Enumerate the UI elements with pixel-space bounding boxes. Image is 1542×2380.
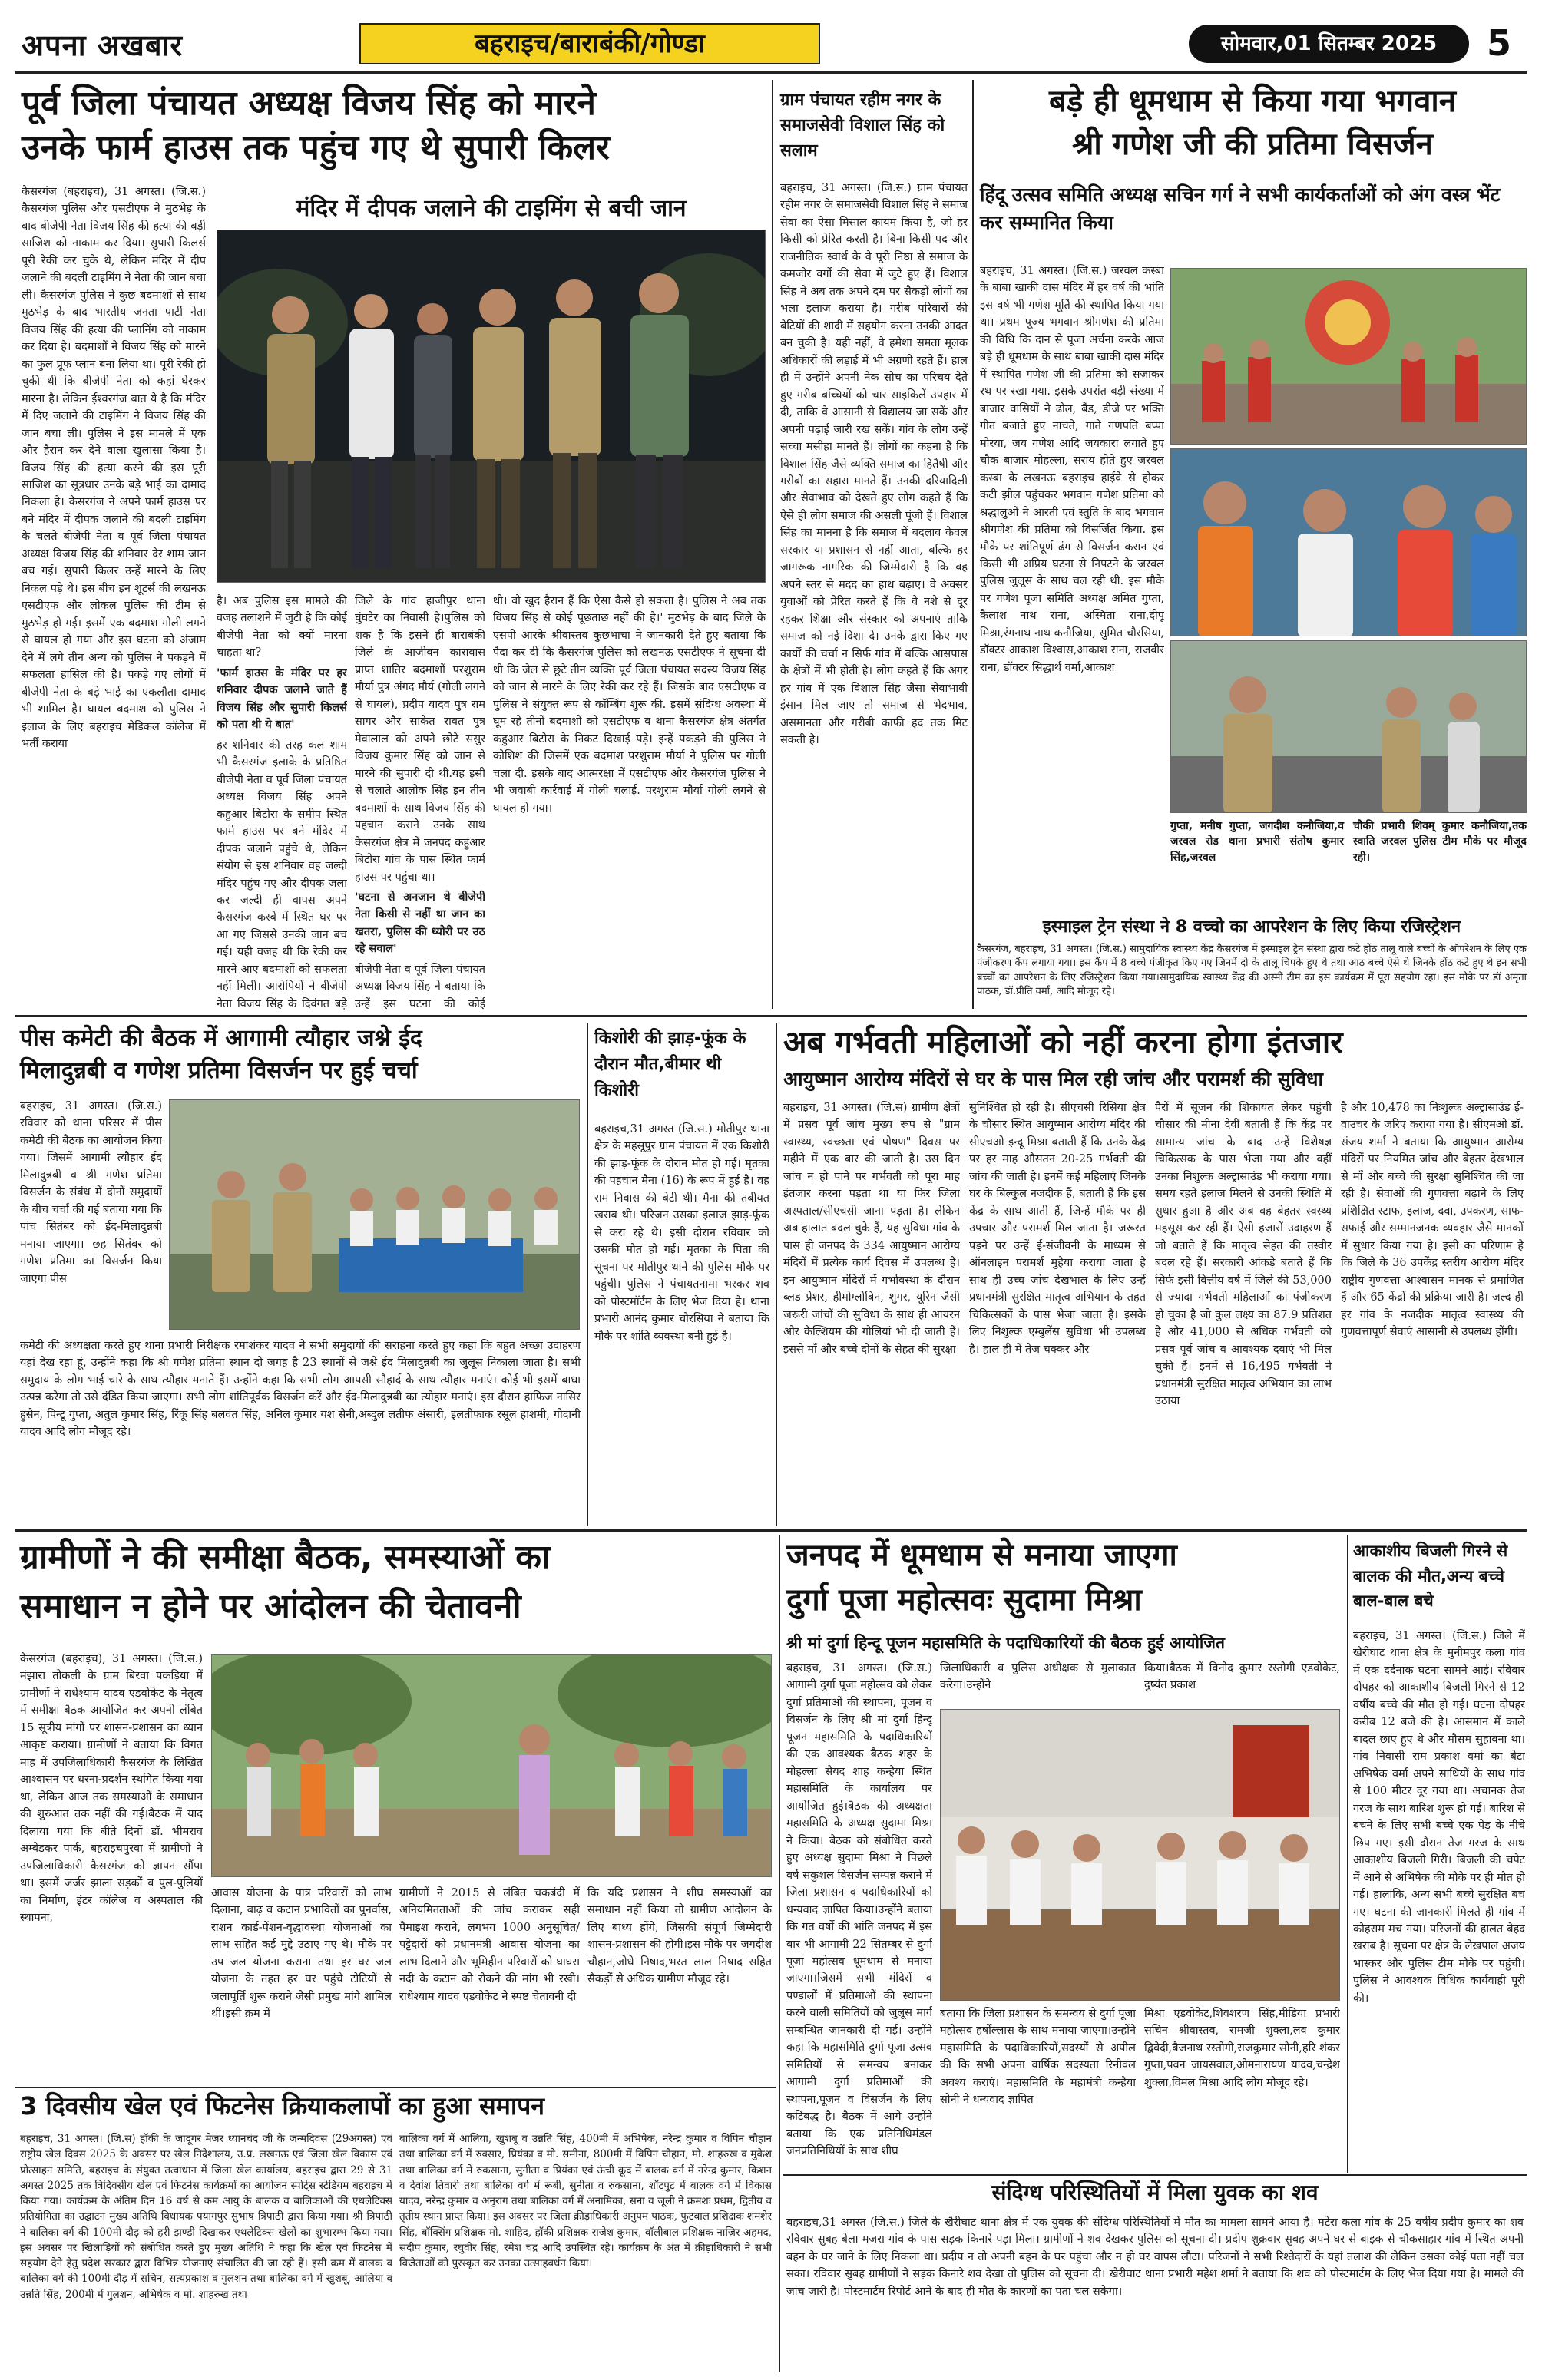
article-vishal-singh: [777, 80, 969, 1009]
article-headline: संदिग्ध परिस्थितियों में मिला युवक का शव: [991, 2180, 1319, 2205]
article-supari-killer: [15, 80, 768, 1016]
article-pregnant-women: [780, 1023, 1527, 1526]
article-column: बहराइच, 31 अगस्त। (जि.स.) ग्राम पंचायत रहीम नगर के समाजसेवी विशाल सिंह ने समाज सेवा का ऐसा मिसाल कायम किया है, जो हर किसी को प्रेरित करती है। बिना किसी पद और राजनीतिक स्वार्थ के वे पूरी निष्ठा से समाज के कमजोर वर्गों की सेवा में जुटे हुए हैं। विशाल सिंह ने अब तक अपने दम पर सैकड़ों लोगों का भला इलाज कराया है। गरीब परिवारों की बेटियों की शादी में सहयोग करना उनकी आदत बन चुकी है। यही नहीं, वे हमेशा समता मूलक अधिकारों की लड़ाई में भी अग्रणी रहते हैं। हाल ही में उन्होंने अपनी नेक सोच का परिचय देते हुए गरीब बच्चियों को चार साइकिलें उपहार में दी, ताकि वे आसानी से विद्यालय जा सकें और अपनी पढ़ाई जारी रख सकें। गांव के लोग उन्हें सच्चा मसीहा मानते हैं। लोगों का कहना है कि विशाल सिंह जैसे व्यक्ति समाज का हितैषी और गरीबों का सहारा मानते हैं। उनकी दरियादिली और सेवाभाव को देखते हुए लोग कहते हैं कि ऐसे ही लोग समाज की असली पूंजी हैं। विशाल सिंह का मानना है कि समाज में बदलाव केवल सरकार या प्रशासन से नहीं आता, बल्कि हर जागरूक नागरिक की जिम्मेदारी है कि वह अपने स्तर से मदद का हाथ बढ़ाए। वे अक्सर युवाओं को प्रेरित करते हैं कि वे नशे से दूर रहकर शिक्षा और संस्कार को अपनाएं ताकि समाज को नई दिशा दे। उनके द्वारा किए गए कार्यों की चर्चा न सिर्फ गांव में बल्कि आसपास के क्षेत्रों में भी होती है। लोग कहते हैं कि अगर हर गांव में एक विशाल सिंह जैसा सेवाभावी इंसान मिल जाए तो समाज से भेदभाव, असमानता और गरीबी काफी हद तक मिट सकती है।: [780, 182, 968, 746]
article-column: कैसरगंज (बहराइच), 31 अगस्त। (जि.स.) कैसरगंज पुलिस और एसटीएफ ने मुठभेड़ के बाद बीजेपी नेता विजय सिंह की हत्या की बड़ी साजिश को नाकाम कर दिया। सुपारी किलर्स पूरी रेकी कर चुके थे, लेकिन मंदिर में दीप जलाने की बदली टाइमिंग ने नेता की जान बचा ली। कैसरगंज पुलिस ने कुछ बदमाशों से साथ मुठभेड़ के बाद भारतीय जनता पार्टी नेता विजय सिंह की हत्या की प्लानिंग को नाकाम कर दिया है। बदमाशों ने विजय सिंह को मारने का फुल प्रूफ प्लान बना लिया था। पूरी रेकी हो चुकी थी कि बीजेपी नेता को कहां घेरकर मारना है। लेकिन ईश्वरगंज बात ये है कि मंदिर में दिए जलाने की टाइमिंग ने विजय सिंह की जान बचा ली। पुलिस ने इस मामले में एक और हैरान कर देने वाला खुलासा किया है। विजय सिंह की हत्या करने की इस पूरी साजिश का सूत्रधार उनके बड़े भाई का दामाद निकला है। कैसरगंज ने अपने फार्म हाउस पर बने मंदिर में दीपक जलाने की बदली टाइमिंग के चलते बीजेपी नेता व पूर्व जिला पंचायत अध्यक्ष विजय सिंह की शनिवार देर शाम जान बच गई। सुपारी किलर उन्हें मारने के लिए निकल पड़े थे। इस बीच इन शूटर्स की लखनऊ एसटीएफ और लोकल पुलिस की टीम से मुठभेड़ हो गई। इसमें एक बदमाश गोली लगने से घायल हो गया और इस घटना को अंजाम देने में लगे तीन अन्य को पुलिस ने पकड़ने में सफलता हासिल की है। पकड़े गए लोगों में बीजेपी नेता के बड़े भाई का एकलौता दामाद भी शामिल है। घायल बदमाश को पुलिस ने इलाज के लिए बहराइच मेडिकल कॉलेज में भर्ती कराया: [22, 186, 206, 750]
headline-line1: बड़े ही धूमधाम से किया गया भगवान: [1049, 84, 1456, 119]
column-text: बीजेपी नेता व पूर्व जिला पंचायत अध्यक्ष विजय सिंह ने बताया कि उन्हें इस घटना की कोई: [355, 963, 485, 1010]
article-column: है और 10,478 का निःशुल्क अल्ट्रासाउंड ई-वाउचर के जरिए कराया गया है। सीएमओ डॉ. संजय शर्मा ने बताया कि आयुष्मान आरोग्य मंदिरों पर नियमित जांच और बेहतर देखभाल से माँ और बच्चे की सुरक्षा सुनिश्चित की जा रही है। सेवाओं की गुणवत्ता बढ़ाने के लिए प्रशिक्षित स्टाफ, इलाज, दवा, उपकरण, साफ-सफाई और सम्मानजनक व्यवहार जैसे मानकों में सुधार किया गया है। इसी का परिणाम है कि जिले के 36 उपकेंद्र स्तरीय आरोग्य मंदिर राष्ट्रीय गुणवत्ता आश्वासन मानक से प्रमाणित हैं और 65 केंद्रों की प्रक्रिया जारी है। जल्द ही हर गांव के नजदीक मातृत्व स्वास्थ्य की गुणवत्तापूर्ण सेवाएं आसानी से उपलब्ध होंगी।: [1341, 1102, 1524, 1339]
article-subhead: श्री मां दुर्गा हिन्दू पूजन महासमिति के पदाधिकारियों की बैठक हुई आयोजित: [786, 1634, 1225, 1652]
headline-line2: मिलादुन्नबी व गणेश प्रतिमा विसर्जन पर हुई चर्चा: [20, 1057, 418, 1084]
article-sports-fitness: [15, 2091, 776, 2375]
article-headline: इस्माइल ट्रेन संस्था ने 8 वच्चो का आपरेशन के लिए किया रजिस्ट्रेशन: [1042, 917, 1461, 937]
headline-line1: पूर्व जिला पंचायत अध्यक्ष विजय सिंह को मारने: [22, 84, 596, 123]
article-headline: किशोरी की झाड़-फूंक के दौरान मौत,बीमार थी किशोरी: [594, 1029, 746, 1101]
article-body: बहराइच, 31 अगस्त। (जि.स.) जिले में खैरीघाट थाना क्षेत्र के मुनीमपुर कला गांव में एक दर्दनाक घटना सामने आई। रविवार दोपहर को आकाशीय बिजली गिरने से 12 वर्षीय बच्चे की मौत हो गई। घटना दोपहर करीब 12 बजे की है। आसमान में काले बादल छाए हुए थे और मौसम सुहावना था। गांव निवासी राम प्रकाश वर्मा का बेटा अभिषेक वर्मा अपने साथियों के साथ गांव से 100 मीटर दूर गया था। अचानक तेज गरज के साथ बारिश शुरू हो गई। बारिश से बचने के लिए सभी बच्चे एक पेड़ के नीचे छिप गए। इसी दौरान तेज गरज के साथ आकाशीय बिजली गिरी। बिजली की चपेट में आने से अभिषेक की मौके पर ही मौत हो गई। हालांकि, अन्य सभी बच्चे सुरक्षित बच गए। घटना की जानकारी मिलते ही गांव में कोहराम मच गया। परिजनों की हालत बेहद खराब है। सूचना पर क्षेत्र के लेखपाल अजय भास्कर और पुलिस टीम मौके पर पहुंची। पुलिस ने आवश्यक विधिक कार्यवाही पूरी की।: [1353, 1630, 1525, 2005]
headline-line2: समाधान न होने पर आंदोलन की चेतावनी: [20, 1587, 521, 1626]
article-subhead: हिंदू उत्सव समिति अध्यक्ष सचिन गर्ग ने सभी कार्यकर्ताओं को अंग वस्त्र भेंट कर सम्मानित किया: [980, 183, 1501, 234]
article-column: [786, 1660, 932, 2167]
photo-felicitation: [1170, 448, 1527, 636]
article-column: कि यदि प्रशासन ने शीघ्र समस्याओं का समाधान नहीं किया तो ग्रामीण आंदोलन के लिए बाध्य होंगे, जिसकी संपूर्ण जिम्मेदारी शासन-प्रशासन की होगी।इस मौके पर जगदीश चौहान,जोधे निषाद,भरत लाल निषाद सहित सैकड़ों से अधिक ग्रामीण मौजूद रहे।: [587, 1887, 772, 1986]
article-column: आवास योजना के पात्र परिवारों को लाभ दिलाना, बाढ़ व कटान प्रभावितों का पुनर्वास, राशन कार्ड-पेंशन-वृद्धावस्था योजनाओं का लाभ सहित कई मुद्दे उठाए गए थे। मौके पर उप जल योजना कराना तथा हर घर जल योजना के तहत हर घर पहुंचे टोटियों से जलापूर्ति शुरू कराने जैसी प्रमुख मांगे शामिल थीं।इसी क्रम में: [211, 1887, 392, 2021]
article-column: सुनिश्चित हो रही है। सीएचसी रिसिया क्षेत्र के चौसार स्थित आयुष्मान आरोग्य मंदिर की सीएचओ इन्दू मिश्रा बताती हैं कि उनके केंद्र पर हर माह औसतन 20-25 गर्भवती की जांच की जाती है। इनमें कई महिलाएं जिनके घर के बिल्कुल नजदीक हैं, बताती हैं कि इस केंद्र के साथ आती हैं, जिन्हें मौके पर ही उपचार और परामर्श मिल जाता है। जरूरत पड़ने पर उन्हें ई-संजीवनी के माध्यम से ऑनलाइन परामर्श मुहैया कराया जाता है साथ ही उच्च जांच देखभाल के लिए उन्हें प्रधानमंत्री सुरक्षित मातृत्व अभियान के तहत चिकित्सकों के पास भेजा जाता है। इसके लिए निशुल्क एम्बुलेंस सुविधा भी उपलब्ध है। हाल ही में तेज चक्कर और: [969, 1102, 1146, 1356]
article-column: किया।बैठक में विनोद कुमार रस्तोगी एडवोकेट, दुष्यंत प्रकाश: [1144, 1662, 1340, 1692]
column-text: है। अब पुलिस इस मामले की वजह तलाशने में जुटी है कि कोई बीजेपी नेता को क्यों मारना चाहता था?: [217, 595, 347, 659]
headline-line1: ग्रामीणों ने की समीक्षा बैठक, समस्याओं का: [20, 1538, 551, 1577]
column-divider: [1347, 1535, 1348, 2173]
column-divider: [972, 80, 974, 1009]
article-smile-train: [977, 918, 1527, 1010]
article-headline: ग्राम पंचायत रहीम नगर के समाजसेवी विशाल सिंह को सलाम: [780, 91, 945, 160]
photo-caption: गुप्ता, मनीष गुप्ता, जगदीश कनौजिया,व जरवल रोड थाना प्रभारी संतोष कुमार सिंह,जरवल: [1170, 820, 1344, 864]
column-divider: [587, 1023, 588, 1526]
headline-line1: पीस कमेटी की बैठक में आगामी त्यौहार जश्ने ईद: [20, 1025, 422, 1052]
page-number: 5: [1486, 22, 1511, 64]
column-text: जिले के गांव हाजीपुर थाना घुंघटेर का निवासी है।पुलिस को शक है कि इसने ही बाराबंकी जिले के आजीवन कारावास प्राप्त शातिर बदमाशों परशुराम मौर्या पुत्र अंगद मौर्य (गोली लगने से घायल), प्रदीप यादव पुत्र राम सागर और साकेत रावत पुत्र मेवालाल को अपने छोटे ससुर विजय कुमार सिंह को जान से मारने की सुपारी दी थी.यह इसी से चलाते आलोक सिंह इन तीन बदमाशों के साथ विजय सिंह की पहचान कराने उनके साथ कैसरगंज क्षेत्र में जनपद कहुआर बिटोरा गांव के पास स्थित फार्म हाउस पर पहुंचा था।: [355, 595, 485, 884]
edition-label: बहराइच/बाराबंकी/गोण्डा: [475, 28, 705, 59]
article-jhad-phoonk: [591, 1023, 773, 1526]
section-rule: [15, 1529, 1527, 1532]
article-headline: अब गर्भवती महिलाओं को नहीं करना होगा इंतजार: [783, 1025, 1343, 1060]
column-text: हर शनिवार की तरह कल शाम भी कैसरगंज इलाके के प्रतिष्ठित बीजेपी नेता व पूर्व जिला पंचायत अध्यक्ष विजय सिंह अपने कहुआर बिटोरा के समीप स्थित फार्म हाउस पर बने मंदिर में दीपक जलाने पहुंचे थे, लेकिन संयोग से इस शनिवार वह जल्दी मंदिर पहुंच गए और दीपक जला कर जल्दी ही वापस अपने कैसरगंज कस्बे में स्थित घर पर आ गए जिससे उनकी जान बच गई। यही वजह थी कि रेकी कर मारने आए बदमाशों को सफलता नहीं मिली। आरोपियों ने बीजेपी नेता विजय सिंह के दिवंगत बड़े: [217, 739, 347, 1010]
article-column: ग्रामीणों ने 2015 से लंबित चकबंदी में अनियमितताओं की जांच कराकर सही पैमाइश कराने, लगभग 1000 अनुसूचित/पट्टेदारों को प्रधानमंत्री आवास योजना का लाभ दिलाने और भूमिहीन परिवारों को घाघरा नदी के कटान को रोकने की मांग भी रखी।राधेश्याम यादव एडवोकेट ने स्पष्ट चेतावनी दी: [399, 1887, 580, 2003]
photo-procession: [1170, 268, 1527, 445]
article-durga-puja: [783, 1535, 1344, 2173]
photo-caption: चौकी प्रभारी शिवम् कुमार कनौजिया,तक स्वाति जरवल पुलिस टीम मौके पर मौजूद रही।: [1353, 820, 1527, 864]
article-column: बालिका वर्ग में आलिया, खुशबू व उन्नति सिंह, 400मी में अभिषेक, नरेन्द्र कुमार व विपिन चौहान तथा बालिका वर्ग में रुक्सार, प्रियंका व मो. समीना, 800मी में विपिन चौहान, मो. शाहरुख व मुकेश तथा बालिका वर्ग में रुकसाना, सुनीता व प्रियंका एवं ऊंची कूद में बालक वर्ग में नरेन्द्र कुमार, किशन व देवांश तिवारी तथा बालिका वर्ग में रूबी, सुनीता व रुकसाना, शॉटपुट में बालक वर्ग में विकास यादव, नरेन्द्र कुमार व अनुराग तथा बालिका वर्ग में अनामिका, सना व जूली ने क्रमशः प्रथम, द्वितीय व तृतीय स्थान प्राप्त किया। इस अवसर पर जिला क्रीड़ाधिकारी अनुपम पाठक, फुटबाल प्रशिक्षक शमशेर सिंह, बॉक्सिंग प्रशिक्षक मो. शाहिद, हॉकी प्रशिक्षक राजेश कुमार, वॉलीबाल प्रशिक्षक नाज़िर अहमद, संदीप कुमार, रघुवीर सिंह, रमेश चंद्र आदि उपस्थित रहे। कार्यक्रम के अंत में क्रीड़ाधिकारी ने सभी विजेताओं को पुरस्कृत कर उनका उत्साहवर्धन किया।: [399, 2133, 772, 2269]
article-column: थी। वो खुद हैरान हैं कि ऐसा कैसे हो सकता है। पुलिस ने अब तक विजय सिंह से कोई पूछताछ नहीं की है।' मुठभेड़ के बाद जिले के एसपी आरके श्रीवास्तव कुछभाचा ने जानकारी देते हुए बताया कि पैदा कर दी कि कैसरगंज पुलिस को लखनऊ एसटीएफ ने सूचना दी थी कि जेल से छूटे तीन व्यक्ति पूर्व जिला पंचायत सदस्य विजय सिंह को जान से मारने के लिए रेकी कर रहे हैं। जिसके बाद एसटीएफ व पुलिस ने संयुक्त रूप से कॉम्बिंग शुरू की. इसमें संदिग्ध अवस्था में घूम रहे तीनों बदमाशों को एसटीएफ व थाना कैसरगंज क्षेत्र अंतर्गत कहुआर बिटोरा के निकट दिखाई पड़े। इन्हें पकड़ने की पुलिस ने कोशिश की जिसमें एक बदमाश परशुराम मौर्या ने पुलिस पर गोली चला दी. इसके बाद आत्मरक्षा में एसटीएफ और कैसरगंज पुलिस ने भी जवाबी कार्रवाई में गोली चलाई. परशुराम मौर्या गोली लगने से घायल हो गया।: [493, 595, 766, 815]
photo-police-escort: [1170, 640, 1527, 813]
column-text: बहराइच, 31 अगस्त। (जि.स.) आगामी दुर्गा पूजा महोत्सव को लेकर दुर्गा प्रतिमाओं की स्थापना, पूजन व विसर्जन के लिए श्री मां दुर्गा हिन्दू पूजन महासमिति के पदाधिकारियों की एक आवश्यक बैठक शहर के मोहल्ला सैयद शाह कन्हैया स्थित महासमिति के कार्यालय पर आयोजित हुई।बैठक की अध्यक्षता महासमिति के अध्यक्ष सुदामा मिश्रा ने किया।: [786, 1662, 932, 1847]
article-column: बहराइच, 31 अगस्त। (जि.स) हॉकी के जादूगर मेजर ध्यानचंद जी के जन्मदिवस (29अगस्त) एवं राष्ट्रीय खेल दिवस 2025 के अवसर पर खेल निदेशालय, उ.प्र. लखनऊ एवं जिला खेल विकास एवं प्रोत्साहन समिति, बहराइच के संयुक्त तत्वाधान में जिला खेल कार्यालय, बहराइच द्वारा 29 से 31 अगस्त 2025 तक त्रिदिवसीय खेल एवं फिटनेस कार्यक्रमों का आयोजन स्पोर्ट्स स्टेडियम बहराइच में किया गया। कार्यक्रम के अंतिम दिन 16 वर्ष से कम आयु के बालक व बालिकाओं की एथलेटिक्स प्रतियोगिता का उद्घाटन मुख्य अतिथि विधायक पयागपुर सुभाष त्रिपाठी द्वारा किया गया। श्री त्रिपाठी ने बालिका वर्ग की 100मी दौड़ को हरी झण्डी दिखाकर एथलेटिक्स खेलों का शुभारम्भ किया गया। इस अवसर पर खिलाड़ियों को संबोधित करते हुए मुख्य अतिथि ने कहा कि खेल एवं फिटनेस में सहयोग देने हेतु प्रदेश सरकार द्वारा विभिन्न योजनाएं संचालित की जा रही हैं। इसी क्रम में बालक व बालिका वर्ग की 100मी दौड़ में सचिन, सत्यप्रकाश व गुलशन तथा बालिका वर्ग में खुशबू, आलिया व उन्नति सिंह, 200मी में गुलशन, अभिषेक व मो. शाहरुख तथा: [20, 2133, 392, 2301]
masthead-rule: [15, 71, 1527, 74]
column-divider: [779, 1535, 780, 2372]
headline-line2: श्री गणेश जी की प्रतिमा विसर्जन: [1072, 127, 1433, 162]
article-intro: बहराइच, 31 अगस्त। (जि.स.) रविवार को थाना परिसर में पीस कमेटी की बैठक का आयोजन किया गया। जिसमें आगामी त्यौहार ईद मिलादुन्नबी व श्री गणेश प्रतिमा विसर्जन के संबंध में दोनों समुदायों के बीच चर्चा की गई बताया गया कि पांच सितंबर को ईद-मिलादुन्नबी मनाया जाएगा। छह सितंबर को गणेश प्रतिमा का विसर्जन किया जाएगा पीस: [20, 1100, 162, 1285]
article-column: पैरों में सूजन की शिकायत लेकर पहुंची चौसार की मीना देवी बताती हैं कि केंद्र पर सामान्य जांच के बाद उन्हें विशेषज्ञ चिकित्सक के पास भेजा गया और वहीं उनका निशुल्क अल्ट्रासाउंड भी कराया गया। समय रहते इलाज मिलने से उनकी स्थिति में सुधार हुआ है और अब वह बेहतर स्वस्थ्य महसूस कर रही हैं। ऐसी हजारों उदाहरण हैं जो बताते हैं कि मातृत्व सेहत की तस्वीर बदल रहे हैं। सरकारी आंकड़े बताते हैं कि सिर्फ इसी वित्तीय वर्ष में जिले की 53,000 से ज्यादा गर्भवती महिलाओं का पंजीकरण हो चुका है जो कुल लक्ष्य का 87.9 प्रतिशत है और 41,000 से अधिक गर्भवती को प्रसव पूर्व जांच व आवश्यक दवाएं भी मिल चुकी हैं। इनमें से 16,495 गर्भवती ने प्रधानमंत्री सुरक्षित मातृत्व अभियान का लाभ उठाया: [1155, 1102, 1332, 1407]
pull-quote: 'घटना से अनजान थे बीजेपी नेता किसी से नहीं था जान का खतरा, पुलिस की थ्योरी पर उठ रहे सवाल': [355, 891, 485, 956]
headline-line2: दुर्गा पूजा महोत्सवः सुदामा मिश्रा: [786, 1582, 1142, 1618]
article-body: बहराइच,31 अगस्त (जि.स.) मोतीपुर थाना क्षेत्र के महसूपुर ग्राम पंचायत में एक किशोरी की झाड़-फूंक के दौरान मौत हो गई। मृतका की पहचान मैना (16) के रूप में हुई है। वह राम निवास की बेटी थी। मैना की तबीयत खराब थी। परिजन उसका इलाज झाड़-फूंक से करा रहे थे। इसी दौरान रविवार को उसकी मौत हो गई। मृतका के पिता की सूचना पर मोतीपुर थाने की पुलिस मौके पर पहुंची। पुलिस ने पंचायतनामा भरकर शव को पोस्टमॉर्टम के लिए भेज दिया है। थाना प्रभारी आनंद कुमार चौरसिया ने बताया कि मौके पर शांति व्यवस्था बनी हुई है।: [594, 1123, 769, 1343]
masthead: [0, 0, 1542, 73]
brand-block: [22, 25, 329, 64]
article-headline: 3 दिवसीय खेल एवं फिटनेस क्रियाकलापों का हुआ समापन: [20, 2091, 545, 2121]
headline-line1: जनपद में धूमधाम से मनाया जाएगा: [786, 1538, 1177, 1573]
pull-quote: 'फार्म हाउस के मंदिर पर हर शनिवार दीपक जलाने जाते हैं विजय सिंह और सुपारी किलर्स को पता थी ये बात': [217, 666, 347, 732]
article-column: बहराइच, 31 अगस्त। (जि.स.) जरवल कस्बा के बाबा खाकी दास मंदिर में हर वर्ष की भांति इस वर्ष भी गणेश मूर्ति की स्थापित किया गया था। प्रथम पूज्य भगवान श्रीगणेश की प्रतिमा की विधि कि दान से पूजा अर्चना करके आज बड़े ही धूमधाम के साथ बाबा खाकी दास मंदिर में स्थापित गणेश जी की प्रतिमा को सजाकर रथ पर रखा गया. इसके उपरांत बड़ी संख्या में बाजार वासियों ने ढोल, बैंड, डीजे पर भक्ति गीत बजाते हुए नाचते, गाते गणपति बप्पा मोरया, जय गणेश आदि जयकारा लगाते हुए चौक बाजार मोहल्ला, सराय होते हुए जरवल कस्बा के लखनऊ बहराइच हाईवे से होकर कटी झील पहुंचकर भगवान गणेश प्रतिमा को श्रद्धालुओं ने आरती एवं स्तुति के बाद भगवान श्रीगणेश की प्रतिमा को विसर्जित किया. इस मौके पर शांतिपूर्ण ढंग से विसर्जन करान एवं किसी भी अप्रिय घटना से निपटने के जरवल पुलिस जुलूस के साथ चल रही थी. इस मौके पर गणेश पूजा समिति अध्यक्ष अमित गुप्ता, कैलाश नाथ राना, अस्मिता राना,दीपू मिश्रा,रंगनाथ नाथ कनौजिया, सुमित चौरसिया, डॉक्टर आकाश विश्वास,आकाश राना, राजवीर राना, डॉक्टर सिद्धार्थ वर्मा,आकाश: [980, 265, 1164, 674]
section-rule: [15, 1015, 1527, 1017]
article-villagers-review: [15, 1535, 776, 2088]
section-rule: [15, 2087, 776, 2088]
column-text: बैठक को संबोधित करते हुए अध्यक्ष सुदामा मिश्रा ने पिछले वर्ष सकुशल विसर्जन सम्पन्न कराने में जिला प्रशासन व पदाधिकारियों को धन्यवाद ज्ञापित किया।उन्होंने बताया कि गत वर्षों की भांति जनपद में इस बार भी आगामी 22 सितम्बर से दुर्गा पूजा महोत्सव धूमधाम से मनाया जाएगा।जिसमें सभी मंदिरों व पण्डालों में प्रतिमाओं की स्थापना करने वाली समितियों को जुलूस मार्ग सम्बन्धित जानकारी दी गई। उन्होंने कहा कि महासमिति दुर्गा पूजा उत्सव समितियों से समन्वय बनाकर आगामी दुर्गा प्रतिमाओं की स्थापना,पूजन व विसर्जन के लिए कटिबद्ध है। बैठक में आगे उन्होंने बताया कि एक प्रतिनिधिमंडल जनप्रतिनिधियों के साथ शीघ्र: [786, 1834, 932, 2158]
photo-peace-meeting: [169, 1099, 580, 1330]
article-body: कैसरगंज, बहराइच, 31 अगस्त। (जि.स.) सामुदायिक स्वास्थ्य केंद्र कैसरगंज में इस्माइल ट्रेन संस्था द्वारा कटे होंठ तालू वाले बच्चों के ऑपरेशन के लिए एक पंजीकरण कैंप लगाया गया। इस कैंप में 8 बच्चे पंजीकृत किए गए जिनमें दो के तालू चिपके हुए थे तथा आठ बच्चे ऐसे थे जिनके होंठ कटे हुए थे इन सभी बच्चों का आपरेशन के लिए रजिस्ट्रेशन किया गया।सामुदायिक स्वास्थ्य केंद्र की अस्मी टीम का इस कार्यक्रम में पूरा सहयोग रहा। इस मौके पर डॉ अमृता पाठक, डॉ.प्रीति वर्मा, आदि मौजूद रहे।: [977, 944, 1527, 998]
article-column: बहराइच, 31 अगस्त। (जि.स) ग्रामीण क्षेत्रों में प्रसव पूर्व जांच मुख्य रूप से "ग्राम स्वास्थ्य, स्वच्छता एवं पोषण" दिवस पर महीने में एक बार की जाती है। उस दिन जांच न हो पाने पर गर्भवती को पूरा माह इंतजार करना पड़ता था या फिर जिला अस्पताल/सीएचसी जाना पड़ता है। लेकिन अब हालात बदल चुके हैं, यह सुविधा गांव के पास ही जनपद के 334 आयुष्मान आरोग्य मंदिरों में प्रत्येक कार्य दिवस में उपलब्ध है। इन आयुष्मान मंदिरों में गर्भावस्था के दौरान ब्लड प्रेशर, हीमोग्लोबिन, शुगर, यूरिन जैसी जरूरी जांचों की सुविधा के साथ ही आयरन और कैल्शियम की गोलियां भी दी जाती हैं। इससे माँ और बच्चे दोनों के सेहत की सुरक्षा: [783, 1102, 960, 1356]
brand-name: अपना अखबार: [22, 28, 183, 62]
article-headline: आकाशीय बिजली गिरने से बालक की मौत,अन्य बच्चे बाल-बाल बचे: [1353, 1542, 1508, 1611]
article-column: बताया कि जिला प्रशासन के समन्वय से दुर्गा पूजा महोत्सव हर्षोल्लास के साथ मनाया जाएगा।उन्होंने महासमिति के पदाधिकारियों,सदस्यों से अपील की कि सभी अपना वार्षिक सदस्यता रिनीवल अवश्य कराएं। महासमिति के महामंत्री कन्हैया सोनी ने धन्यवाद ज्ञापित: [940, 2008, 1136, 2107]
article-column: जिलाधिकारी व पुलिस अधीक्षक से मुलाकात करेगा।उन्होंने: [940, 1662, 1136, 1692]
issue-date: सोमवार,01 सितम्बर 2025: [1220, 32, 1438, 55]
article-column: [355, 593, 485, 1011]
photo-police-group: [217, 230, 766, 583]
column-divider: [772, 80, 773, 1009]
article-body: कमेटी की अध्यक्षता करते हुए थाना प्रभारी निरीक्षक रमाशंकर यादव ने सभी समुदायों की सराहना करते हुए कहा कि बहुत अच्छा उदाहरण यहां देख रहा हूं, उन्होंने कहा कि श्री गणेश प्रतिमा स्थान दो जगह है 23 स्थानों से जश्ने ईद मिलादुन्नबी का जुलूस निकाला जाता है। सभी समुदाय के लोग भाई चारे के साथ त्यौहार मनाते हैं। उन्होंने कहा कि सभी लोग आपसी सौहार्द के साथ त्यौहार मनाएं। कोई भी इसमें बाधा उत्पन्न करेगा तो उसे दंडित किया जाएगा। सभी लोग शांतिपूर्वक विसर्जन करें और ईद-मिलादुन्नबी का त्योहार मनाएं। इस दौरान हाफिज नासिर हुसैन, पिन्टू गुप्ता, अतुल कुमार सिंह, रिंकू सिंह बलवंत सिंह, अनिल कुमार यश सैनी,अब्दुल लतीफ अंसारी, इलतीफाक रसूल हाशमी, गोदानी यादव आदि लोग मौजूद रहे।: [20, 1340, 581, 1439]
edition-banner: [359, 23, 820, 64]
article-column: [217, 593, 347, 1011]
photo-village-meeting: [211, 1654, 772, 1877]
article-suspicious-death: [783, 2179, 1527, 2375]
article-ganesh-visarjan: [977, 80, 1527, 909]
article-subhead: आयुष्मान आरोग्य मंदिरों से घर के पास मिल रही जांच और परामर्श की सुविधा: [783, 1068, 1323, 1090]
article-subhead: मंदिर में दीपक जलाने की टाइमिंग से बची जान: [296, 195, 687, 222]
article-column: कैसरगंज (बहराइच), 31 अगस्त। (जि.स.) मंझारा तौकली के ग्राम बिरवा पकड़िया में ग्रामीणों ने राधेश्याम यादव एडवोकेट के नेतृत्व में समीक्षा बैठक आयोजित कर अपनी लंबित 15 सूत्रीय मांगों पर शासन-प्रशासन का ध्यान आकृष्ट कराया। ग्रामीणों ने बताया कि विगत माह में उपजिलाधिकारी कैसरगंज के लिखित आश्वासन पर धरना-प्रदर्शन स्थगित किया गया था, लेकिन आज तक समस्याओं के समाधान की शुरुआत तक नहीं की गई।बैठक में याद दिलाया गया कि बीते दिनों डॉ. भीमराव अम्बेडकर पार्क, बहराइचपुरवा में ग्रामीणों ने उपजिलाधिकारी कैसरगंज को ज्ञापन सौंपा था। इसमें जर्जर झाला सड़कों व पुल-पुलियों का निर्माण, इंटर कॉलेज व अस्पताल की स्थापना,: [20, 1653, 203, 1925]
article-column: मिश्रा एडवोकेट,शिवशरण सिंह,मीडिया प्रभारी सचिन श्रीवास्तव, रामजी शुक्ला,लव कुमार द्विवेदी,बैजनाथ रस्तोगी,राजकुमार सोनी,हरि शंकर गुप्ता,पवन जायसवाल,ओमनारायण यादव,चन्द्रेश शुक्ला,विमल मिश्रा आदि लोग मौजूद रहे।: [1144, 2008, 1340, 2089]
photo-durga-meeting: [940, 1709, 1340, 2001]
article-peace-committee: [15, 1023, 584, 1526]
column-divider: [776, 1023, 777, 1526]
section-rule: [783, 2174, 1527, 2176]
headline-line2: उनके फार्म हाउस तक पहुंच गए थे सुपारी किलर: [22, 128, 611, 167]
date-pill: [1189, 25, 1469, 63]
article-body: बहराइच,31 अगस्त (जि.स.) जिले के खैरीघाट थाना क्षेत्र में एक युवक की संदिग्ध परिस्थितियों में मौत का मामला सामने आया है। मटेरा कला गांव के 25 वर्षीय प्रदीप कुमार का शव रविवार सुबह बेला मजरा गांव के पास सड़क किनारे पड़ा मिला। ग्रामीणों ने शव देखकर पुलिस को सूचना दी। प्रदीप शुक्रवार सुबह अपने घर से बाइक से चौकसाहार गांव में स्थित अपनी बहन के घर जाने के लिए निकला था। प्रदीप न तो अपनी बहन के घर पहुंचा और न ही घर वापस लौटा। परिजनों ने सभी रिश्तेदारों के यहां तलाश की लेकिन उसका कोई पता नहीं चल सका। रविवार सुबह ग्रामीणों ने सड़क किनारे शव देखा तो पुलिस को सूचना दी। खैरीघाट थाना प्रभारी महेश शर्मा ने बताया कि शव को पोस्टमार्टम के लिए भेज दिया गया है। मामले की जांच जारी है। पोस्टमार्टम रिपोर्ट आने के बाद ही मौत के कारणों का पता चल सकेगा।: [786, 2216, 1524, 2298]
article-lightning: [1352, 1535, 1527, 2173]
